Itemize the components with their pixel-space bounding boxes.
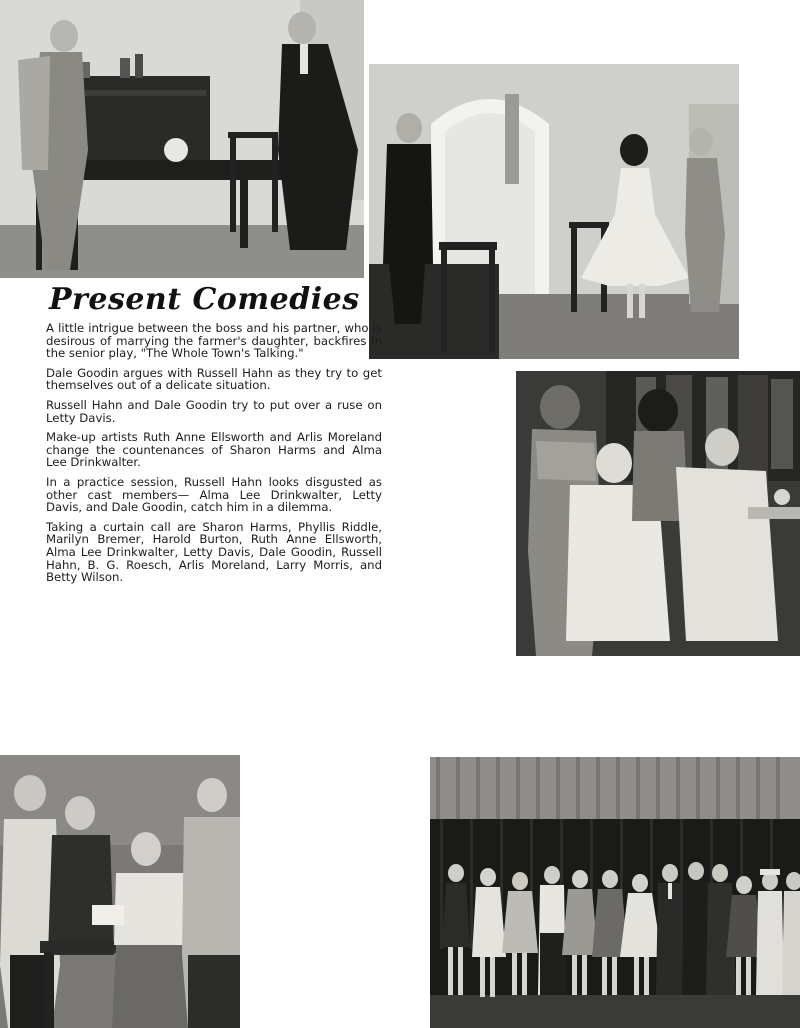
caption-senior-play: A little intrigue between the boss and his partner, who is desirous of marrying the farmer's daughter, backfires in the senior play, "The Whole Town's Talking." (46, 321, 382, 361)
photo-argument-scene (0, 0, 364, 278)
photo-makeup-scene (516, 371, 800, 656)
caption-text-block (46, 322, 382, 591)
caption-ruse: Russell Hahn and Dale Goodin try to put over a ruse on Letty Davis. (46, 397, 382, 425)
caption-makeup: Make-up artists Ruth Anne Ellsworth and Arlis Moreland change the countenances of Sharon Harms and Alma Lee Drinkwalter. (46, 430, 382, 470)
caption-argument: Dale Goodin argues with Russell Hahn as they try to get themselves out of a delicate situation. (46, 365, 382, 393)
caption-practice-session: In a practice session, Russell Hahn looks disgusted as other cast members— Alma Lee Drinkwalter, Letty Davis, and Dale Goodin, catch him in a dilemma. (46, 474, 382, 515)
caption-curtain-call: Taking a curtain call are Sharon Harms, Phyllis Riddle, Marilyn Bremer, Harold Burton, Ruth Anne Ellsworth, Alma Lee Drinkwalter, Letty Davis, Dale Goodin, Russell Hahn, B. G. Roesch, Arlis Moreland, Larry Morris, and Betty Wilson. (46, 519, 382, 585)
page-heading: Present Comedies (49, 282, 360, 317)
photo-stage-archway-scene (369, 64, 739, 359)
photo-curtain-call (430, 757, 800, 1028)
photo-practice-session (0, 755, 240, 1028)
